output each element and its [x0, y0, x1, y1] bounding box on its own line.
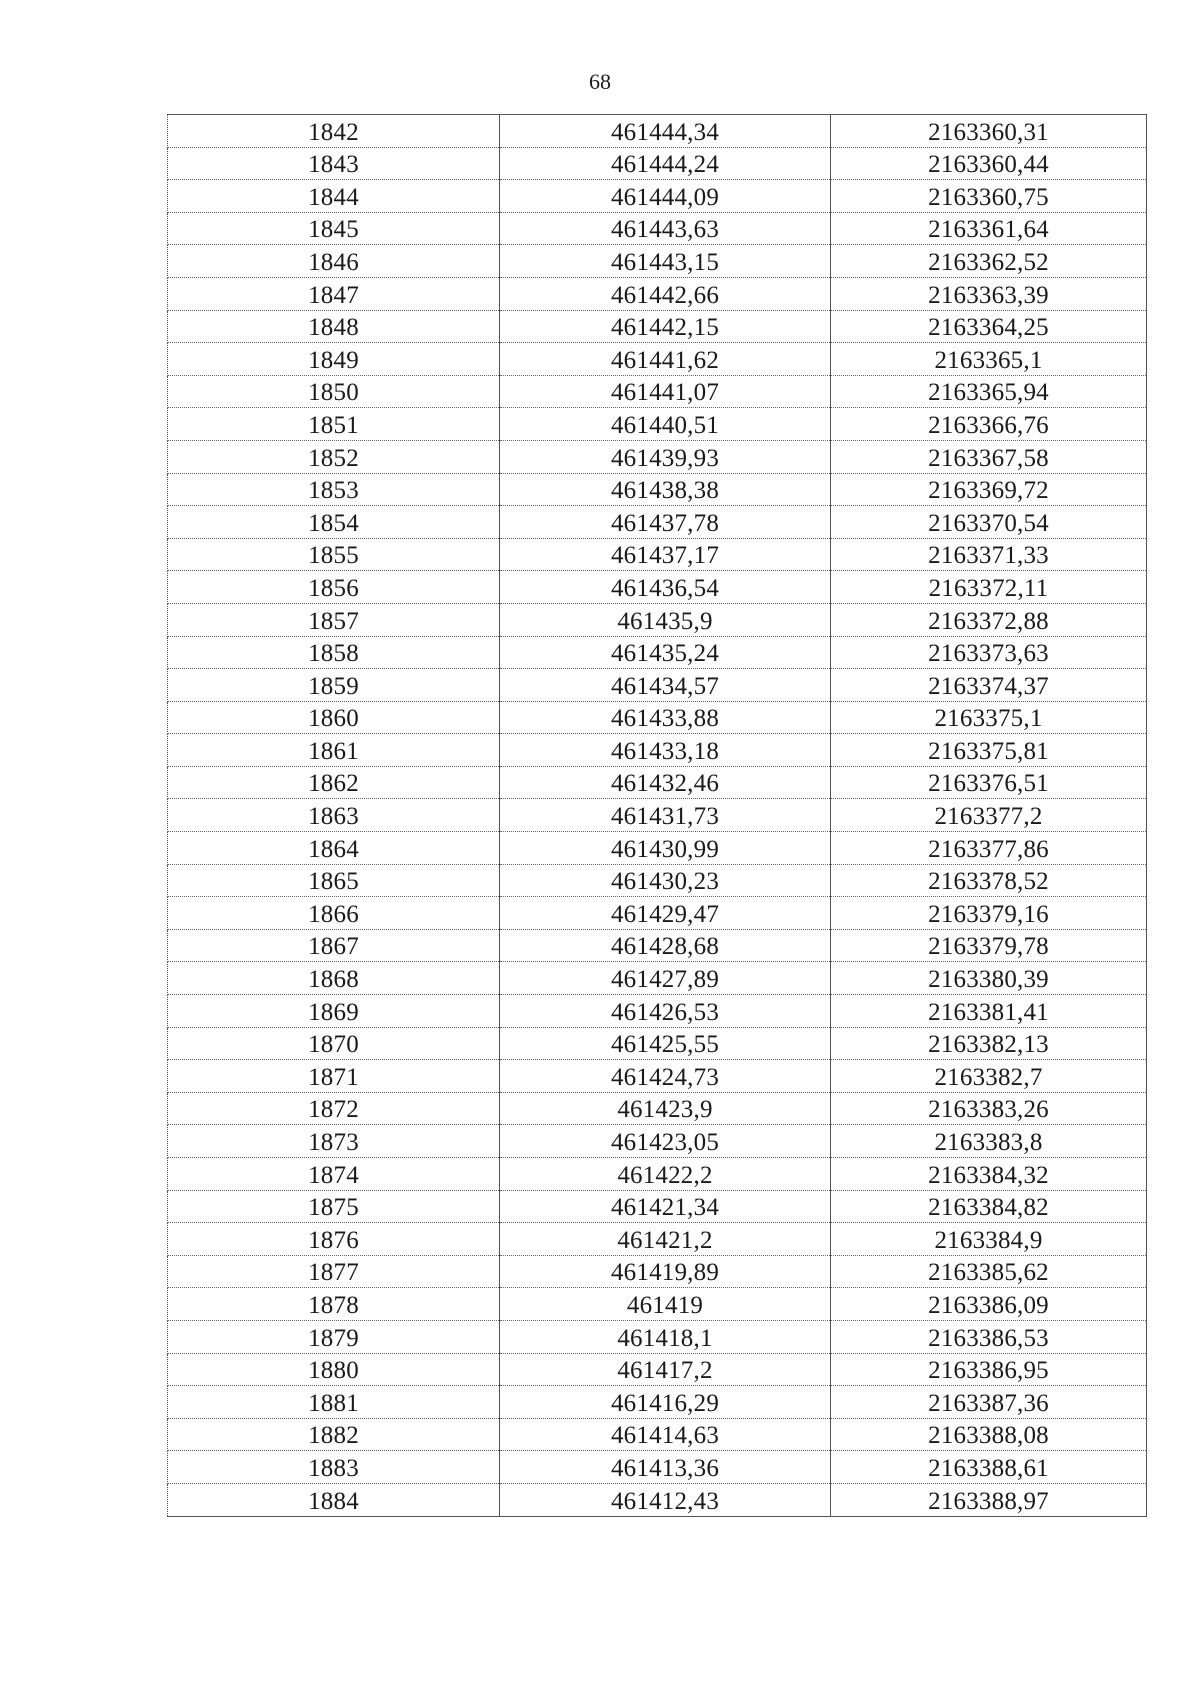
table-row: [168, 212, 1147, 245]
table-row: [168, 115, 1147, 148]
table-row: [168, 897, 1147, 930]
y-coordinate-cell: 2163385,62: [831, 1255, 1147, 1288]
point-number-cell: 1856: [168, 571, 500, 604]
x-coordinate-cell: 461423,05: [500, 1125, 831, 1158]
x-coordinate-cell: 461414,63: [500, 1418, 831, 1451]
x-coordinate-cell: 461419: [500, 1288, 831, 1321]
y-coordinate-cell: 2163388,97: [831, 1483, 1147, 1516]
point-number-cell: 1866: [168, 897, 500, 930]
x-coordinate-cell: 461443,15: [500, 245, 831, 278]
x-coordinate-cell: 461435,9: [500, 603, 831, 636]
x-coordinate-cell: 461428,68: [500, 929, 831, 962]
table-row: [168, 375, 1147, 408]
point-number-cell: 1863: [168, 799, 500, 832]
x-coordinate-cell: 461422,2: [500, 1158, 831, 1191]
x-coordinate-cell: 461437,78: [500, 506, 831, 539]
x-coordinate-cell: 461444,09: [500, 180, 831, 213]
table-row: [168, 1158, 1147, 1191]
y-coordinate-cell: 2163377,2: [831, 799, 1147, 832]
x-coordinate-cell: 461444,24: [500, 147, 831, 180]
x-coordinate-cell: 461433,88: [500, 701, 831, 734]
y-coordinate-cell: 2163362,52: [831, 245, 1147, 278]
point-number-cell: 1870: [168, 1027, 500, 1060]
y-coordinate-cell: 2163360,44: [831, 147, 1147, 180]
x-coordinate-cell: 461435,24: [500, 636, 831, 669]
table-row: [168, 1223, 1147, 1256]
x-coordinate-cell: 461432,46: [500, 766, 831, 799]
y-coordinate-cell: 2163378,52: [831, 864, 1147, 897]
point-number-cell: 1884: [168, 1483, 500, 1516]
x-coordinate-cell: 461437,17: [500, 538, 831, 571]
point-number-cell: 1854: [168, 506, 500, 539]
table-row: [168, 1451, 1147, 1484]
table-row: [168, 1125, 1147, 1158]
y-coordinate-cell: 2163386,53: [831, 1320, 1147, 1353]
x-coordinate-cell: 461441,07: [500, 375, 831, 408]
point-number-cell: 1880: [168, 1353, 500, 1386]
point-number-cell: 1868: [168, 962, 500, 995]
point-number-cell: 1846: [168, 245, 500, 278]
x-coordinate-cell: 461438,38: [500, 473, 831, 506]
y-coordinate-cell: 2163379,16: [831, 897, 1147, 930]
table-row: [168, 1418, 1147, 1451]
point-number-cell: 1879: [168, 1320, 500, 1353]
y-coordinate-cell: 2163360,75: [831, 180, 1147, 213]
table-row: [168, 571, 1147, 604]
table-row: [168, 1288, 1147, 1321]
y-coordinate-cell: 2163372,11: [831, 571, 1147, 604]
table-row: [168, 440, 1147, 473]
table-row: [168, 538, 1147, 571]
y-coordinate-cell: 2163387,36: [831, 1386, 1147, 1419]
x-coordinate-cell: 461424,73: [500, 1060, 831, 1093]
table-row: [168, 995, 1147, 1028]
point-number-cell: 1865: [168, 864, 500, 897]
point-number-cell: 1869: [168, 995, 500, 1028]
point-number-cell: 1875: [168, 1190, 500, 1223]
point-number-cell: 1849: [168, 343, 500, 376]
point-number-cell: 1847: [168, 277, 500, 310]
point-number-cell: 1843: [168, 147, 500, 180]
table-row: [168, 1190, 1147, 1223]
point-number-cell: 1855: [168, 538, 500, 571]
table-row: [168, 1092, 1147, 1125]
x-coordinate-cell: 461433,18: [500, 734, 831, 767]
table-row: [168, 473, 1147, 506]
y-coordinate-cell: 2163377,86: [831, 832, 1147, 865]
x-coordinate-cell: 461425,55: [500, 1027, 831, 1060]
table-row: [168, 1320, 1147, 1353]
y-coordinate-cell: 2163367,58: [831, 440, 1147, 473]
table-row: [168, 669, 1147, 702]
page-number: 68: [589, 69, 611, 94]
table-row: [168, 180, 1147, 213]
x-coordinate-cell: 461430,99: [500, 832, 831, 865]
y-coordinate-cell: 2163364,25: [831, 310, 1147, 343]
point-number-cell: 1845: [168, 212, 500, 245]
x-coordinate-cell: 461443,63: [500, 212, 831, 245]
y-coordinate-cell: 2163388,61: [831, 1451, 1147, 1484]
point-number-cell: 1877: [168, 1255, 500, 1288]
table-row: [168, 766, 1147, 799]
x-coordinate-cell: 461442,66: [500, 277, 831, 310]
table-row: [168, 799, 1147, 832]
point-number-cell: 1882: [168, 1418, 500, 1451]
x-coordinate-cell: 461429,47: [500, 897, 831, 930]
x-coordinate-cell: 461423,9: [500, 1092, 831, 1125]
point-number-cell: 1848: [168, 310, 500, 343]
table-row: [168, 1353, 1147, 1386]
y-coordinate-cell: 2163375,81: [831, 734, 1147, 767]
table-row: [168, 734, 1147, 767]
x-coordinate-cell: 461418,1: [500, 1320, 831, 1353]
x-coordinate-cell: 461416,29: [500, 1386, 831, 1419]
table-row: [168, 343, 1147, 376]
x-coordinate-cell: 461427,89: [500, 962, 831, 995]
point-number-cell: 1860: [168, 701, 500, 734]
x-coordinate-cell: 461439,93: [500, 440, 831, 473]
point-number-cell: 1844: [168, 180, 500, 213]
y-coordinate-cell: 2163383,26: [831, 1092, 1147, 1125]
point-number-cell: 1874: [168, 1158, 500, 1191]
y-coordinate-cell: 2163371,33: [831, 538, 1147, 571]
y-coordinate-cell: 2163365,94: [831, 375, 1147, 408]
point-number-cell: 1872: [168, 1092, 500, 1125]
x-coordinate-cell: 461442,15: [500, 310, 831, 343]
table-row: [168, 277, 1147, 310]
point-number-cell: 1864: [168, 832, 500, 865]
point-number-cell: 1851: [168, 408, 500, 441]
table-row: [168, 962, 1147, 995]
y-coordinate-cell: 2163369,72: [831, 473, 1147, 506]
y-coordinate-cell: 2163386,09: [831, 1288, 1147, 1321]
point-number-cell: 1873: [168, 1125, 500, 1158]
table-row: [168, 408, 1147, 441]
x-coordinate-cell: 461421,34: [500, 1190, 831, 1223]
point-number-cell: 1883: [168, 1451, 500, 1484]
point-number-cell: 1867: [168, 929, 500, 962]
table-row: [168, 245, 1147, 278]
y-coordinate-cell: 2163372,88: [831, 603, 1147, 636]
y-coordinate-cell: 2163374,37: [831, 669, 1147, 702]
point-number-cell: 1878: [168, 1288, 500, 1321]
y-coordinate-cell: 2163380,39: [831, 962, 1147, 995]
x-coordinate-cell: 461413,36: [500, 1451, 831, 1484]
x-coordinate-cell: 461430,23: [500, 864, 831, 897]
coordinates-table-body: [168, 115, 1147, 1517]
y-coordinate-cell: 2163381,41: [831, 995, 1147, 1028]
y-coordinate-cell: 2163382,7: [831, 1060, 1147, 1093]
point-number-cell: 1881: [168, 1386, 500, 1419]
point-number-cell: 1857: [168, 603, 500, 636]
point-number-cell: 1842: [168, 115, 500, 148]
table-row: [168, 1386, 1147, 1419]
table-row: [168, 1027, 1147, 1060]
x-coordinate-cell: 461426,53: [500, 995, 831, 1028]
table-row: [168, 832, 1147, 865]
table-row: [168, 603, 1147, 636]
x-coordinate-cell: 461417,2: [500, 1353, 831, 1386]
x-coordinate-cell: 461440,51: [500, 408, 831, 441]
point-number-cell: 1852: [168, 440, 500, 473]
y-coordinate-cell: 2163365,1: [831, 343, 1147, 376]
y-coordinate-cell: 2163366,76: [831, 408, 1147, 441]
point-number-cell: 1853: [168, 473, 500, 506]
y-coordinate-cell: 2163375,1: [831, 701, 1147, 734]
y-coordinate-cell: 2163379,78: [831, 929, 1147, 962]
x-coordinate-cell: 461436,54: [500, 571, 831, 604]
x-coordinate-cell: 461412,43: [500, 1483, 831, 1516]
y-coordinate-cell: 2163376,51: [831, 766, 1147, 799]
point-number-cell: 1858: [168, 636, 500, 669]
point-number-cell: 1871: [168, 1060, 500, 1093]
y-coordinate-cell: 2163383,8: [831, 1125, 1147, 1158]
x-coordinate-cell: 461444,34: [500, 115, 831, 148]
table-row: [168, 147, 1147, 180]
y-coordinate-cell: 2163384,9: [831, 1223, 1147, 1256]
y-coordinate-cell: 2163361,64: [831, 212, 1147, 245]
point-number-cell: 1859: [168, 669, 500, 702]
x-coordinate-cell: 461421,2: [500, 1223, 831, 1256]
table-row: [168, 506, 1147, 539]
y-coordinate-cell: 2163363,39: [831, 277, 1147, 310]
y-coordinate-cell: 2163386,95: [831, 1353, 1147, 1386]
y-coordinate-cell: 2163384,32: [831, 1158, 1147, 1191]
point-number-cell: 1861: [168, 734, 500, 767]
x-coordinate-cell: 461434,57: [500, 669, 831, 702]
x-coordinate-cell: 461419,89: [500, 1255, 831, 1288]
coordinates-table: [167, 114, 1147, 1517]
y-coordinate-cell: 2163384,82: [831, 1190, 1147, 1223]
table-row: [168, 929, 1147, 962]
table-row: [168, 701, 1147, 734]
y-coordinate-cell: 2163373,63: [831, 636, 1147, 669]
table-row: [168, 1255, 1147, 1288]
x-coordinate-cell: 461441,62: [500, 343, 831, 376]
table-row: [168, 1060, 1147, 1093]
table-row: [168, 864, 1147, 897]
point-number-cell: 1850: [168, 375, 500, 408]
y-coordinate-cell: 2163370,54: [831, 506, 1147, 539]
point-number-cell: 1876: [168, 1223, 500, 1256]
table-row: [168, 310, 1147, 343]
y-coordinate-cell: 2163388,08: [831, 1418, 1147, 1451]
y-coordinate-cell: 2163360,31: [831, 115, 1147, 148]
y-coordinate-cell: 2163382,13: [831, 1027, 1147, 1060]
table-row: [168, 1483, 1147, 1516]
x-coordinate-cell: 461431,73: [500, 799, 831, 832]
point-number-cell: 1862: [168, 766, 500, 799]
table-row: [168, 636, 1147, 669]
